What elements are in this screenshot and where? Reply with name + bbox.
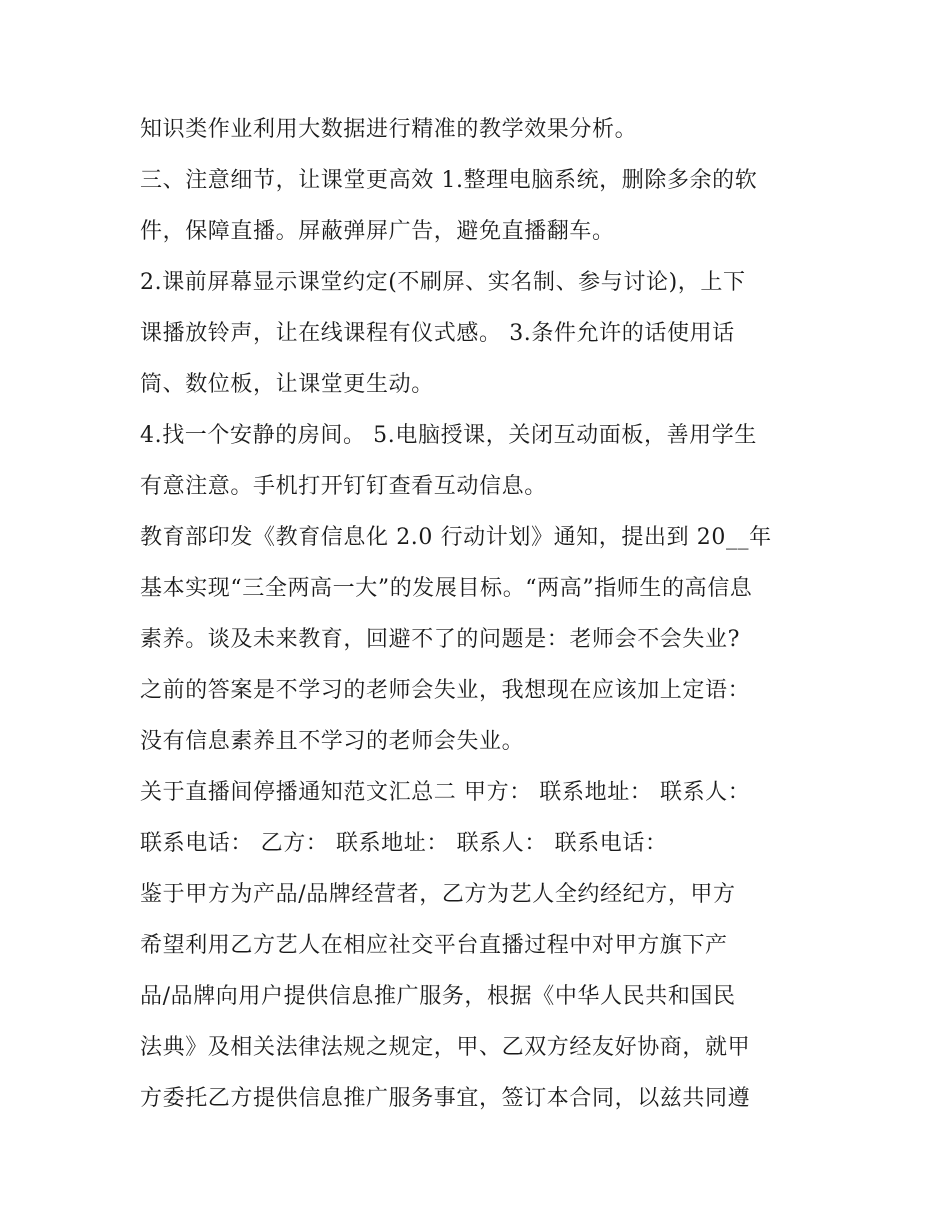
text-line: 三、注意细节，让课堂更高效 1.整理电脑系统，删除多余的软	[140, 168, 758, 193]
text-line: 鉴于甲方为产品/品牌经营者，乙方为艺人全约经纪方，甲方	[140, 882, 736, 907]
text-line: 希望利用乙方艺人在相应社交平台直播过程中对甲方旗下产	[140, 933, 728, 958]
text-line: 联系电话： 乙方： 联系地址： 联系人： 联系电话：	[140, 831, 668, 856]
text-line: 知识类作业利用大数据进行精准的教学效果分析。	[140, 117, 638, 142]
text-line: 基本实现“三全两高一大”的发展目标。“两高”指师生的高信息	[140, 576, 753, 601]
text-line: 教育部印发《教育信息化 2.0 行动计划》通知，提出到 20__年	[140, 525, 772, 550]
text-line: 有意注意。手机打开钉钉查看互动信息。	[140, 474, 547, 499]
text-line: 筒、数位板，让课堂更生动。	[140, 372, 434, 397]
text-line: 之前的答案是不学习的老师会失业，我想现在应该加上定语：	[140, 678, 751, 703]
text-line: 没有信息素养且不学习的老师会失业。	[140, 729, 525, 754]
document-body	[140, 104, 830, 1124]
text-line: 素养。谈及未来教育，回避不了的问题是：老师会不会失业?	[140, 627, 740, 652]
text-line: 2.课前屏幕显示课堂约定(不刷屏、实名制、参与讨论)，上下	[140, 270, 746, 295]
text-line: 课播放铃声，让在线课程有仪式感。 3.条件允许的话使用话	[140, 321, 735, 346]
text-line: 关于直播间停播通知范文汇总二 甲方： 联系地址： 联系人：	[140, 780, 751, 805]
text-line: 品/品牌向用户提供信息推广服务，根据《中华人民共和国民	[140, 984, 736, 1009]
text-line: 4.找一个安静的房间。 5.电脑授课，关闭互动面板，善用学生	[140, 423, 757, 448]
text-line: 件，保障直播。屏蔽弹屏广告，避免直播翻车。	[140, 219, 615, 244]
text-line: 法典》及相关法律法规之规定，甲、乙双方经友好协商，就甲	[140, 1035, 751, 1060]
text-line: 方委托乙方提供信息推广服务事宜，签订本合同，以兹共同遵	[140, 1086, 751, 1111]
